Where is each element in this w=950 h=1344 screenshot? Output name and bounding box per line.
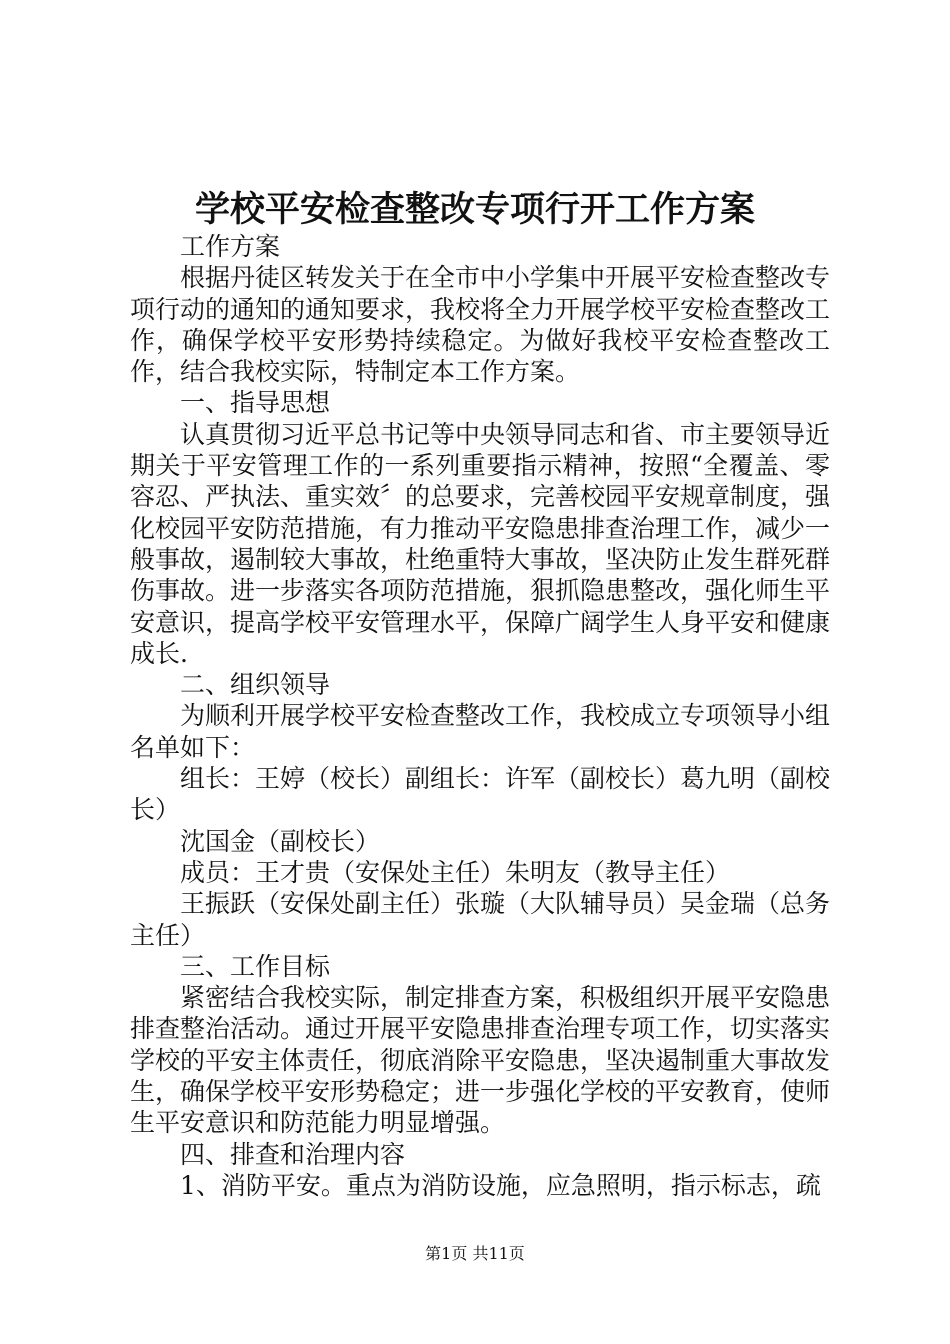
- paragraph-vice-leader: 沈国金（副校长）: [180, 826, 381, 856]
- section-heading-guiding-thought: 一、指导思想: [180, 388, 331, 418]
- paragraph-fire-safety: 1、消防平安。重点为消防设施，应急照明，指示标志，疏: [180, 1170, 821, 1200]
- paragraph-intro: 根据丹徒区转发关于在全市中小学集中开展平安检查整改专项行动的通知的通知要求，我校将全力开展学校平安检查整改工作，确保学校平安形势持续稳定。为做好我校平安检查整改工作，结合我校实际，特制定本工作方案。: [130, 263, 831, 387]
- paragraph-leaders: 组长：王婷（校长）副组长：许军（副校长）葛九明（副校长）: [130, 764, 831, 825]
- paragraph-heading-plan: 工作方案: [180, 232, 281, 261]
- section-heading-organization: 二、组织领导: [180, 670, 331, 700]
- paragraph-members: 成员：王才贵（安保处主任）朱明友（教导主任）: [180, 857, 731, 887]
- section-heading-inspection-content: 四、排查和治理内容: [180, 1139, 406, 1169]
- document-body: [130, 231, 830, 1201]
- paragraph-goals: 紧密结合我校实际，制定排查方案，积极组织开展平安隐患排查整治活动。通过开展平安隐患排查治理专项工作，切实落实学校的平安主体责任，彻底消除平安隐患，坚决遏制重大事故发生，确保学校平安形势稳定；进一步强化学校的平安教育，使师生平安意识和防范能力明显增强。: [130, 983, 831, 1138]
- page-footer: 第1页 共11页: [425, 1244, 525, 1263]
- page-title: 学校平安检查整改专项行开工作方案: [194, 189, 755, 230]
- paragraph-guiding-thought: 认真贯彻习近平总书记等中央领导同志和省、市主要领导近期关于平安管理工作的一系列重要指示精神，按照“全覆盖、零容忍、严执法、重实效〞的总要求，完善校园平安规章制度，强化校园平安防范措施，有力推动平安隐患排查治理工作，减少一般事故，遏制较大事故，杜绝重特大事故，坚决防止发生群死群伤事故。进一步落实各项防范措施，狠抓隐患整改，强化师生平安意识，提高学校平安管理水平，保障广阔学生人身平安和健康成长.: [130, 419, 831, 668]
- paragraph-organization: 为顺利开展学校平安检查整改工作，我校成立专项领导小组名单如下：: [130, 701, 831, 762]
- paragraph-members-continued: 王振跃（安保处副主任）张璇（大队辅导员）吴金瑞（总务主任）: [130, 889, 831, 950]
- section-heading-goals: 三、工作目标: [180, 951, 331, 981]
